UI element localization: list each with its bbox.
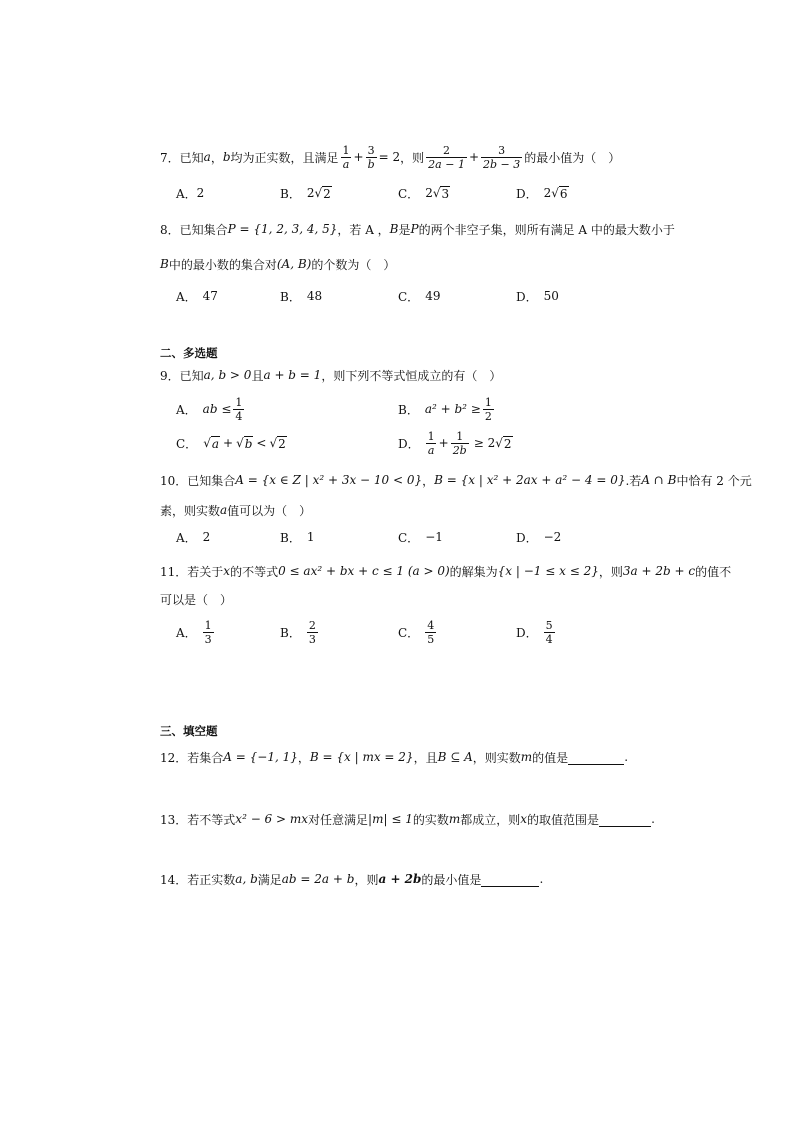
q8-option-c[interactable]: C． 49 — [398, 289, 441, 304]
q7-var-b: b — [222, 150, 231, 164]
q11-option-b[interactable]: B． $\frac{2}{3}$ — [280, 618, 316, 646]
q8-number: 8． — [160, 222, 180, 237]
q11-expression: 3a + 2b + c — [622, 564, 696, 578]
q14-expression: a + 2b — [378, 872, 422, 886]
q13-text: 若不等式 — [187, 812, 236, 827]
q10-number: 10． — [160, 473, 188, 488]
q7-stem — [160, 142, 620, 172]
q12-number: 12． — [160, 750, 188, 765]
q12-stem — [160, 742, 628, 772]
q13-number: 13． — [160, 812, 188, 827]
q7-text: 的最小值为（ ） — [524, 150, 621, 165]
q9-number: 9． — [160, 368, 180, 383]
q9-option-c[interactable]: C． √ a + √ b < √ 2 — [176, 436, 286, 451]
q7-plus: + — [468, 150, 479, 164]
q8-text: 已知集合 — [179, 222, 228, 237]
q8-option-d[interactable]: D． 50 — [516, 289, 559, 304]
q9-text: ，则下列不等式恒成立的有（ ） — [321, 368, 502, 383]
q11-inequality: 0 ≤ ax² + bx + c ≤ 1 (a > 0) — [278, 564, 450, 578]
section-fill-blank-heading: 三、填空题 — [160, 724, 218, 738]
q13-text: 的取值范围是 — [527, 812, 600, 827]
q8-text: 的两个非空子集，则所有满足 A 中的最大数小于 — [418, 222, 675, 237]
q13-text: 都成立，则 — [460, 812, 521, 827]
q8-var-p: P — [410, 222, 419, 236]
q7-text: ，则 — [400, 150, 425, 165]
q7-option-c[interactable]: C． 2 √ 3 — [398, 186, 450, 201]
q13-text: 的实数 — [412, 812, 449, 827]
q12-text: ，且 — [413, 750, 438, 765]
q13-var-m: m — [448, 812, 461, 826]
q14-text: 满足 — [257, 872, 282, 887]
q12-text: 的值是 — [532, 750, 569, 765]
q9-option-a[interactable]: A． ab ≤ $\frac{1}{4}$ — [176, 395, 243, 423]
q9-option-d[interactable]: D． $\frac{1}{a}$ + $\frac{1}{2b}$ ≥ 2 √ 2 — [398, 429, 512, 457]
q11-option-d[interactable]: D． $\frac{5}{4}$ — [516, 618, 553, 646]
q11-text: 可以是（ ） — [160, 592, 233, 607]
q8-stem — [160, 214, 675, 244]
q11-text: 的不等式 — [230, 564, 279, 579]
q13-answer-blank[interactable] — [599, 812, 651, 827]
q9-condition: a, b > 0 — [203, 368, 252, 382]
q12-subset: B ⊆ A — [437, 750, 473, 764]
q13-inequality: x² − 6 > mx — [235, 812, 309, 826]
q11-text: ，则 — [598, 564, 623, 579]
q12-answer-blank[interactable] — [568, 750, 624, 765]
q10-stem — [160, 465, 752, 495]
q7-fraction: $\frac{3}{b}$ — [367, 143, 375, 171]
q12-set-b: B = {x | mx = 2} — [309, 750, 414, 764]
q14-answer-blank[interactable] — [481, 872, 539, 887]
q11-var-x: x — [223, 564, 231, 578]
q7-plus: + — [353, 150, 364, 164]
q13-period: . — [651, 812, 655, 826]
q9-text: 且 — [251, 368, 264, 383]
q13-text: 对任意满足 — [308, 812, 369, 827]
q12-text: ，则实数 — [472, 750, 521, 765]
q10-set-a: A = {x ∈ Z | x² + 3x − 10 < 0} — [235, 473, 423, 487]
q7-text: 已知 — [179, 150, 204, 165]
q14-text: 的最小值是 — [421, 872, 482, 887]
q8-var-b: B — [389, 222, 399, 236]
q9-option-b[interactable]: B． a² + b² ≥ $\frac{1}{2}$ — [398, 395, 492, 423]
q12-period: . — [624, 750, 629, 764]
q14-equation: ab = 2a + b — [281, 872, 355, 886]
q8-text: 的个数为（ ） — [311, 257, 396, 272]
q8-option-b[interactable]: B． 48 — [280, 289, 323, 304]
q11-stem — [160, 556, 731, 586]
q8-var-b: B — [160, 257, 169, 271]
q7-option-d[interactable]: D． 2 √ 6 — [516, 186, 568, 201]
q7-number: 7． — [160, 150, 180, 165]
q10-text: .若 — [625, 473, 642, 488]
q8-set-p: P = {1, 2, 3, 4, 5} — [227, 222, 338, 236]
q10-text: 已知集合 — [187, 473, 236, 488]
q14-text: ，则 — [354, 872, 379, 887]
q10-text: 素，则实数 — [160, 503, 221, 518]
q8-option-a[interactable]: A． 47 — [176, 289, 218, 304]
q10-var-a: a — [220, 503, 228, 517]
q7-var-a: a — [203, 150, 211, 164]
q11-solution-set: {x | −1 ≤ x ≤ 2} — [497, 564, 599, 578]
q7-equals: = 2 — [378, 150, 401, 164]
q13-condition: |m| ≤ 1 — [368, 812, 413, 826]
q14-number: 14． — [160, 872, 188, 887]
q12-text: ， — [297, 750, 310, 765]
q12-text: 若集合 — [187, 750, 224, 765]
q11-text: 若关于 — [187, 564, 224, 579]
q7-option-b[interactable]: B． 2 √ 2 — [280, 186, 331, 201]
q9-text: 已知 — [179, 368, 204, 383]
q9-condition: a + b = 1 — [263, 368, 322, 382]
q7-text: ， — [210, 150, 223, 165]
q11-text: 的值不 — [695, 564, 732, 579]
section-multiple-choice-heading: 二、多选题 — [160, 346, 218, 360]
q10-text: ， — [422, 473, 435, 488]
q14-period: . — [539, 872, 544, 886]
q9-stem — [160, 360, 501, 390]
q12-var-m: m — [520, 750, 533, 764]
q7-fraction: $\frac{2}{2a - 1}$ — [428, 143, 465, 171]
q14-text: 若正实数 — [187, 872, 236, 887]
q7-fraction: $\frac{1}{a}$ — [342, 143, 350, 171]
q13-var-x: x — [520, 812, 528, 826]
q11-option-a[interactable]: A． $\frac{1}{3}$ — [176, 618, 212, 646]
q11-option-c[interactable]: C． $\frac{4}{5}$ — [398, 618, 435, 646]
q11-number: 11． — [160, 564, 188, 579]
q10-stem-line2 — [160, 495, 311, 525]
q11-stem-line2 — [160, 584, 232, 614]
q7-text: 均为正实数，且满足 — [230, 150, 339, 165]
q10-option-d[interactable]: D． −2 — [516, 530, 562, 545]
q10-text: 值可以为（ ） — [227, 503, 312, 518]
q10-text: 中恰有 2 个元 — [676, 473, 752, 488]
q10-option-a[interactable]: A． 2 — [176, 530, 211, 545]
q8-text: ，若 A ， — [337, 222, 390, 237]
q10-option-c[interactable]: C． −1 — [398, 530, 443, 545]
q13-stem — [160, 804, 655, 834]
q7-fraction: $\frac{3}{2b - 3}$ — [483, 143, 521, 171]
q7-option-a[interactable]: A． 2 — [176, 186, 205, 201]
q8-text: 中的最小数的集合对 — [168, 257, 277, 272]
q10-intersection: A ∩ B — [641, 473, 677, 487]
q8-text: 是 — [398, 222, 411, 237]
q10-set-b: B = {x | x² + 2ax + a² − 4 = 0} — [434, 473, 626, 487]
q14-vars: a, b — [235, 872, 258, 886]
q12-set-a: A = {−1, 1} — [223, 750, 298, 764]
q8-stem-line2 — [160, 249, 395, 279]
q14-stem — [160, 864, 543, 894]
q10-option-b[interactable]: B． 1 — [280, 530, 315, 545]
q11-text: 的解集为 — [449, 564, 498, 579]
q8-pair: (A, B) — [276, 257, 312, 271]
